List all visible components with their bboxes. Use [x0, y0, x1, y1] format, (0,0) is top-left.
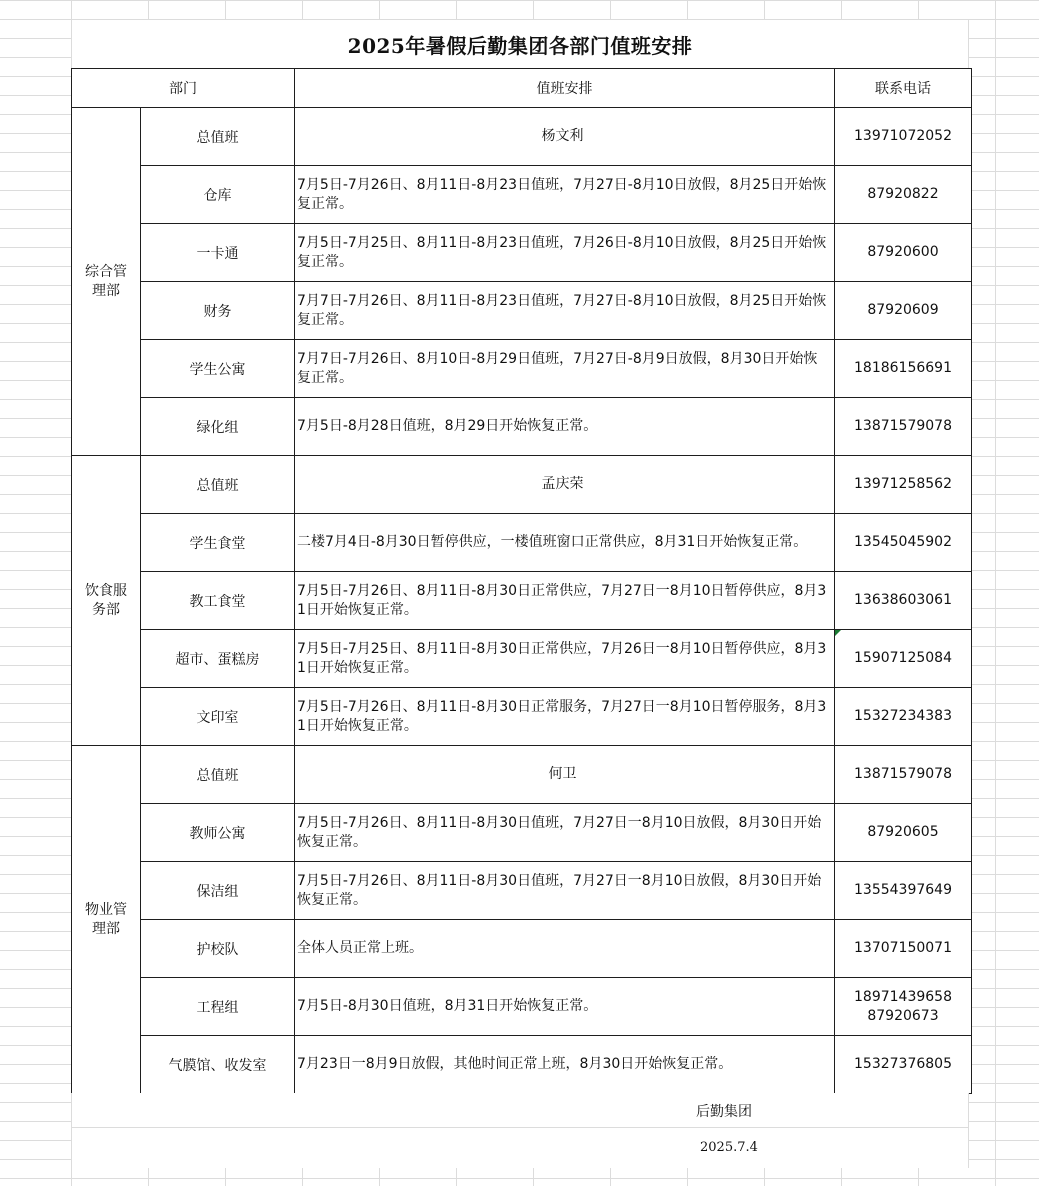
header-department: 部门: [72, 69, 295, 108]
footer-signature: 后勤集团: [696, 1104, 752, 1120]
schedule-cell: 7月5日-7月26日、8月11日-8月30日值班，7月27日一8月10日放假，8月30日开始恢复正常。: [295, 862, 835, 920]
on-duty-person-cell: 何卫: [295, 746, 835, 804]
unit-cell: 教工食堂: [141, 572, 295, 630]
phone-number: 13971072052: [854, 128, 952, 144]
phone-number: 13707150071: [854, 940, 952, 956]
phone-number: 15907125084: [854, 650, 952, 666]
schedule-cell: 7月5日-7月26日、8月11日-8月30日值班，7月27日一8月10日放假，8月30日开始恢复正常。: [295, 804, 835, 862]
on-duty-person-cell: 杨文利: [295, 108, 835, 166]
phone-cell: [835, 224, 972, 282]
table-row: [72, 224, 972, 282]
schedule-cell: 7月5日-7月26日、8月11日-8月30日正常供应，7月27日一8月10日暂停供应，8月31日开始恢复正常。: [295, 572, 835, 630]
phone-cell: [835, 572, 972, 630]
unit-cell: 总值班: [141, 108, 295, 166]
schedule-cell: 7月7日-7月26日、8月11日-8月23日值班，7月27日-8月10日放假，8月25日开始恢复正常。: [295, 282, 835, 340]
header-schedule: 值班安排: [295, 69, 835, 108]
schedule-cell: 全体人员正常上班。: [295, 920, 835, 978]
table-body: [72, 108, 972, 1094]
table-row: [72, 166, 972, 224]
header-phone: 联系电话: [835, 69, 972, 108]
department-name: 综合管理部: [85, 263, 127, 299]
phone-number: 87920605: [867, 824, 939, 840]
phone-number: 13971258562: [854, 476, 952, 492]
phone-number-secondary: 87920673: [867, 1007, 939, 1024]
schedule-cell: 7月7日-7月26日、8月10日-8月29日值班，7月27日-8月9日放假，8月30日开始恢复正常。: [295, 340, 835, 398]
schedule-cell: 7月5日-7月26日、8月11日-8月30日正常服务，7月27日一8月10日暂停服务，8月31日开始恢复正常。: [295, 688, 835, 746]
phone-number: 13545045902: [854, 534, 952, 550]
phone-number: 87920609: [867, 302, 939, 318]
phone-cell: [835, 862, 972, 920]
schedule-cell: 7月5日-7月26日、8月11日-8月23日值班，7月27日-8月10日放假，8月25日开始恢复正常。: [295, 166, 835, 224]
table-row: [72, 340, 972, 398]
unit-cell: 文印室: [141, 688, 295, 746]
department-cell: [72, 746, 141, 1094]
unit-cell: 仓库: [141, 166, 295, 224]
duty-schedule-table: [71, 68, 972, 1094]
phone-cell: [835, 514, 972, 572]
footer-signature-row: [71, 1093, 969, 1127]
unit-cell: 教师公寓: [141, 804, 295, 862]
phone-cell: [835, 804, 972, 862]
table-row: [72, 862, 972, 920]
phone-cell: [835, 166, 972, 224]
table-row: [72, 804, 972, 862]
table-row: [72, 456, 972, 514]
phone-number: 18971439658: [854, 988, 952, 1005]
phone-cell: [835, 978, 972, 1036]
unit-cell: 学生食堂: [141, 514, 295, 572]
table-row: [72, 108, 972, 166]
unit-cell: 一卡通: [141, 224, 295, 282]
table-row: [72, 630, 972, 688]
phone-number: 15327234383: [854, 708, 952, 724]
schedule-cell: 7月5日-7月25日、8月11日-8月30日正常供应，7月26日一8月10日暂停供应，8月31日开始恢复正常。: [295, 630, 835, 688]
schedule-cell: 7月5日-7月25日、8月11日-8月23日值班，7月26日-8月10日放假，8月25日开始恢复正常。: [295, 224, 835, 282]
phone-number: 13871579078: [854, 766, 952, 782]
unit-cell: 工程组: [141, 978, 295, 1036]
table-row: [72, 282, 972, 340]
table-row: [72, 688, 972, 746]
phone-number: 87920822: [867, 186, 939, 202]
phone-cell: [835, 746, 972, 804]
phone-cell: [835, 1036, 972, 1094]
phone-number: 13554397649: [854, 882, 952, 898]
schedule-cell: 7月5日-8月28日值班，8月29日开始恢复正常。: [295, 398, 835, 456]
phone-cell: [835, 688, 972, 746]
on-duty-person-cell: 孟庆荣: [295, 456, 835, 514]
phone-number: 13871579078: [854, 418, 952, 434]
phone-cell: [835, 920, 972, 978]
department-name: 物业管理部: [85, 901, 127, 937]
phone-cell: [835, 456, 972, 514]
table-row: [72, 398, 972, 456]
schedule-cell: 二楼7月4日-8月30日暂停供应，一楼值班窗口正常供应，8月31日开始恢复正常。: [295, 514, 835, 572]
unit-cell: 总值班: [141, 456, 295, 514]
unit-cell: 财务: [141, 282, 295, 340]
department-name: 饮食服务部: [85, 582, 127, 618]
phone-cell: [835, 282, 972, 340]
unit-cell: 总值班: [141, 746, 295, 804]
unit-cell: 气膜馆、收发室: [141, 1036, 295, 1094]
footer-date: 2025.7.4: [700, 1140, 758, 1155]
phone-cell: [835, 340, 972, 398]
department-cell: [72, 108, 141, 456]
unit-cell: 学生公寓: [141, 340, 295, 398]
table-row: [72, 572, 972, 630]
schedule-cell: 7月5日-8月30日值班，8月31日开始恢复正常。: [295, 978, 835, 1036]
phone-number: 15327376805: [854, 1056, 952, 1072]
unit-cell: 护校队: [141, 920, 295, 978]
table-row: [72, 514, 972, 572]
table-row: [72, 920, 972, 978]
header-row: [72, 69, 972, 108]
table-row: [72, 978, 972, 1036]
phone-cell: [835, 630, 972, 688]
table-row: [72, 1036, 972, 1094]
unit-cell: 绿化组: [141, 398, 295, 456]
unit-cell: 保洁组: [141, 862, 295, 920]
department-cell: [72, 456, 141, 746]
phone-number: 18186156691: [854, 360, 952, 376]
phone-number: 13638603061: [854, 592, 952, 608]
schedule-cell: 7月23日一8月9日放假，其他时间正常上班，8月30日开始恢复正常。: [295, 1036, 835, 1094]
phone-cell: [835, 398, 972, 456]
page-title: 2025年暑假后勤集团各部门值班安排: [71, 20, 969, 68]
table-row: [72, 746, 972, 804]
phone-cell: [835, 108, 972, 166]
footer-date-row: [71, 1127, 969, 1168]
phone-number: 87920600: [867, 244, 939, 260]
unit-cell: 超市、蛋糕房: [141, 630, 295, 688]
